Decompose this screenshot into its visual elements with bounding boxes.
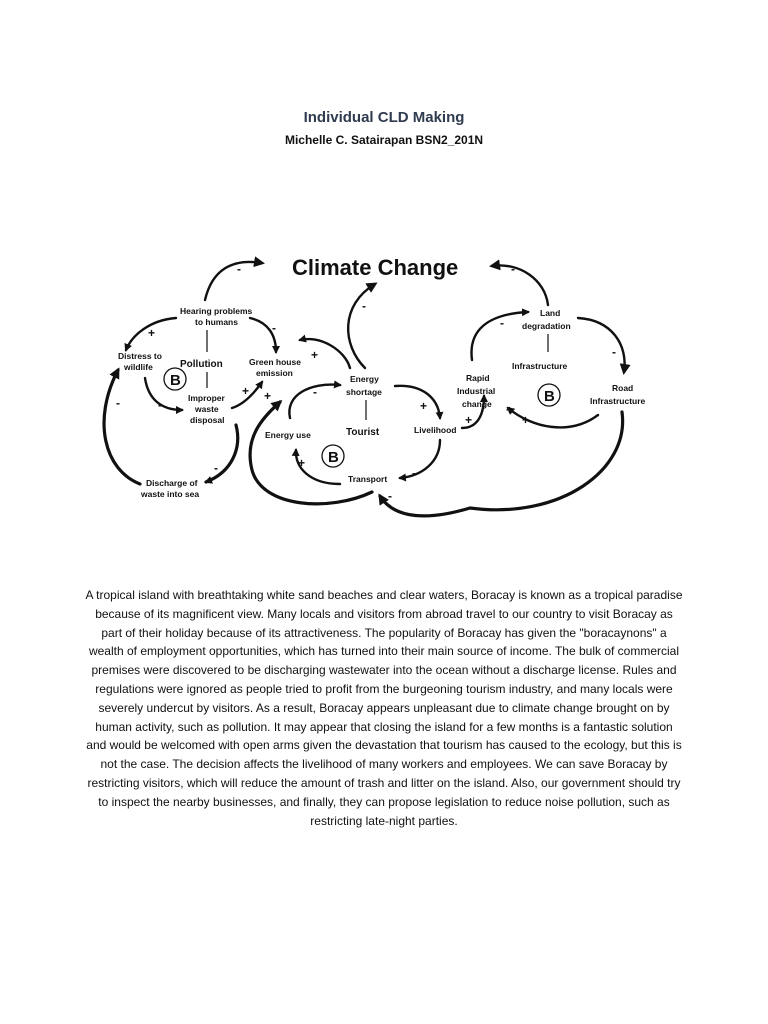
- sign-minus: -: [388, 489, 392, 503]
- sign-minus: -: [511, 262, 515, 276]
- node-pollution: Pollution: [180, 359, 223, 370]
- sign-plus: +: [298, 456, 306, 470]
- sign-minus: -: [214, 461, 218, 475]
- sign-minus: -: [272, 321, 276, 335]
- essay-paragraph: A tropical island with breathtaking white sand beaches and clear waters, Boracay is known as a tropical paradise because of its magnificent view. Many locals and visitors from abroad travel to our country to visit Boracay as part of their holiday because of its attractiveness. The popularity of Boracay has given the "boracaynons" a wealth of employment opportunities, which has turned into their main source of income. The bulk of commercial premises were discovered to be discharging wastewater into the ocean without a discharge license. Rules and regulations were ignored as people tried to profit from the burgeoning tourism industry, and many locals were severely undercut by visitors. As a result, Boracay appears unpleasant due to climate change brought on by human activity, such as pollution. It may appear that closing the island for a few months is a fantastic solution and would be welcomed with open arms given the devastation that tourism has caused to the ecology, but this is not the case. The decision affects the livelihood of many workers and employees. We can save Boracay by restricting visitors, which will reduce the amount of trash and litter on the island. Also, our government should try to inspect the nearby businesses, and finally, they can propose legislation to reduce noise pollution, such as restricting late-night parties.: [85, 588, 683, 828]
- sign-minus: -: [237, 262, 241, 276]
- diagram-title: Climate Change: [292, 255, 459, 280]
- node-greenhouse-emission-2: emission: [256, 368, 293, 378]
- arrow-energy-shortage-to-livelihood: [395, 386, 440, 418]
- arrow-greenhouse-to-energy-shortage: [300, 339, 350, 368]
- balancing-loop-tourist: [322, 445, 344, 467]
- node-hearing-problems: Hearing problems: [180, 306, 253, 316]
- sign-minus: -: [612, 345, 616, 359]
- sign-plus: +: [420, 399, 428, 413]
- arrow-energy-to-climate: [348, 284, 375, 368]
- node-rapid-industrial-change-3: change: [462, 399, 492, 409]
- sign-plus: +: [264, 389, 272, 403]
- sign-plus: +: [148, 326, 156, 340]
- node-energy-use: Energy use: [265, 430, 311, 440]
- svg-text:B: B: [170, 372, 181, 389]
- arrow-discharge-to-distress: [104, 370, 140, 484]
- sign-plus: +: [242, 384, 250, 398]
- document-title: Individual CLD Making: [303, 109, 465, 126]
- sign-minus: -: [500, 316, 504, 330]
- node-infrastructure: Infrastructure: [512, 361, 568, 371]
- arrow-transport-big-loop: [250, 402, 372, 504]
- node-rapid-industrial-change: Rapid: [466, 373, 490, 383]
- node-discharge-of-waste-2: waste into sea: [141, 489, 200, 499]
- sign-plus: +: [506, 403, 514, 417]
- node-improper-waste-disposal-3: disposal: [190, 415, 225, 425]
- arrow-improper-to-discharge: [206, 425, 238, 482]
- balancing-loop-pollution: [164, 368, 186, 390]
- node-road-infrastructure-2: Infrastructure: [590, 396, 646, 406]
- node-hearing-problems-2: to humans: [195, 317, 238, 327]
- arrow-land-to-road: [578, 318, 625, 372]
- sign-minus: -: [412, 466, 416, 480]
- node-transport: Transport: [348, 474, 388, 484]
- sign-minus: -: [362, 299, 366, 313]
- document-subtitle: Michelle C. Satairapan BSN2_201N: [284, 133, 484, 147]
- node-greenhouse-emission: Green house: [249, 357, 301, 367]
- svg-text:B: B: [328, 449, 339, 466]
- arrow-livelihood-to-transport: [400, 440, 440, 478]
- node-land-degradation: Land: [540, 308, 561, 318]
- node-tourist: Tourist: [346, 427, 380, 438]
- node-land-degradation-2: degradation: [522, 321, 571, 331]
- sign-minus: -: [313, 385, 317, 399]
- node-distress-to-wildlife: Distress to: [118, 351, 162, 361]
- node-rapid-industrial-change-2: Industrial: [457, 386, 496, 396]
- sign-minus: -: [116, 396, 120, 410]
- svg-text:B: B: [544, 388, 555, 405]
- balancing-loop-infrastructure: [538, 384, 560, 406]
- node-livelihood: Livelihood: [414, 425, 457, 435]
- node-road-infrastructure: Road: [612, 383, 634, 393]
- sign-plus: +: [522, 413, 530, 427]
- sign-plus: +: [465, 413, 473, 427]
- node-discharge-of-waste: Discharge of: [146, 478, 198, 488]
- arrow-hearing-to-climate: [205, 262, 262, 300]
- sign-plus: +: [311, 348, 319, 362]
- sign-minus: -: [158, 398, 162, 412]
- node-energy-shortage-2: shortage: [346, 387, 382, 397]
- node-distress-to-wildlife-2: wildlife: [124, 362, 153, 372]
- node-improper-waste-disposal-2: waste: [195, 404, 219, 414]
- node-improper-waste-disposal: Improper: [188, 393, 225, 403]
- node-energy-shortage: Energy: [350, 374, 379, 384]
- arrow-land-to-climate: [492, 265, 548, 305]
